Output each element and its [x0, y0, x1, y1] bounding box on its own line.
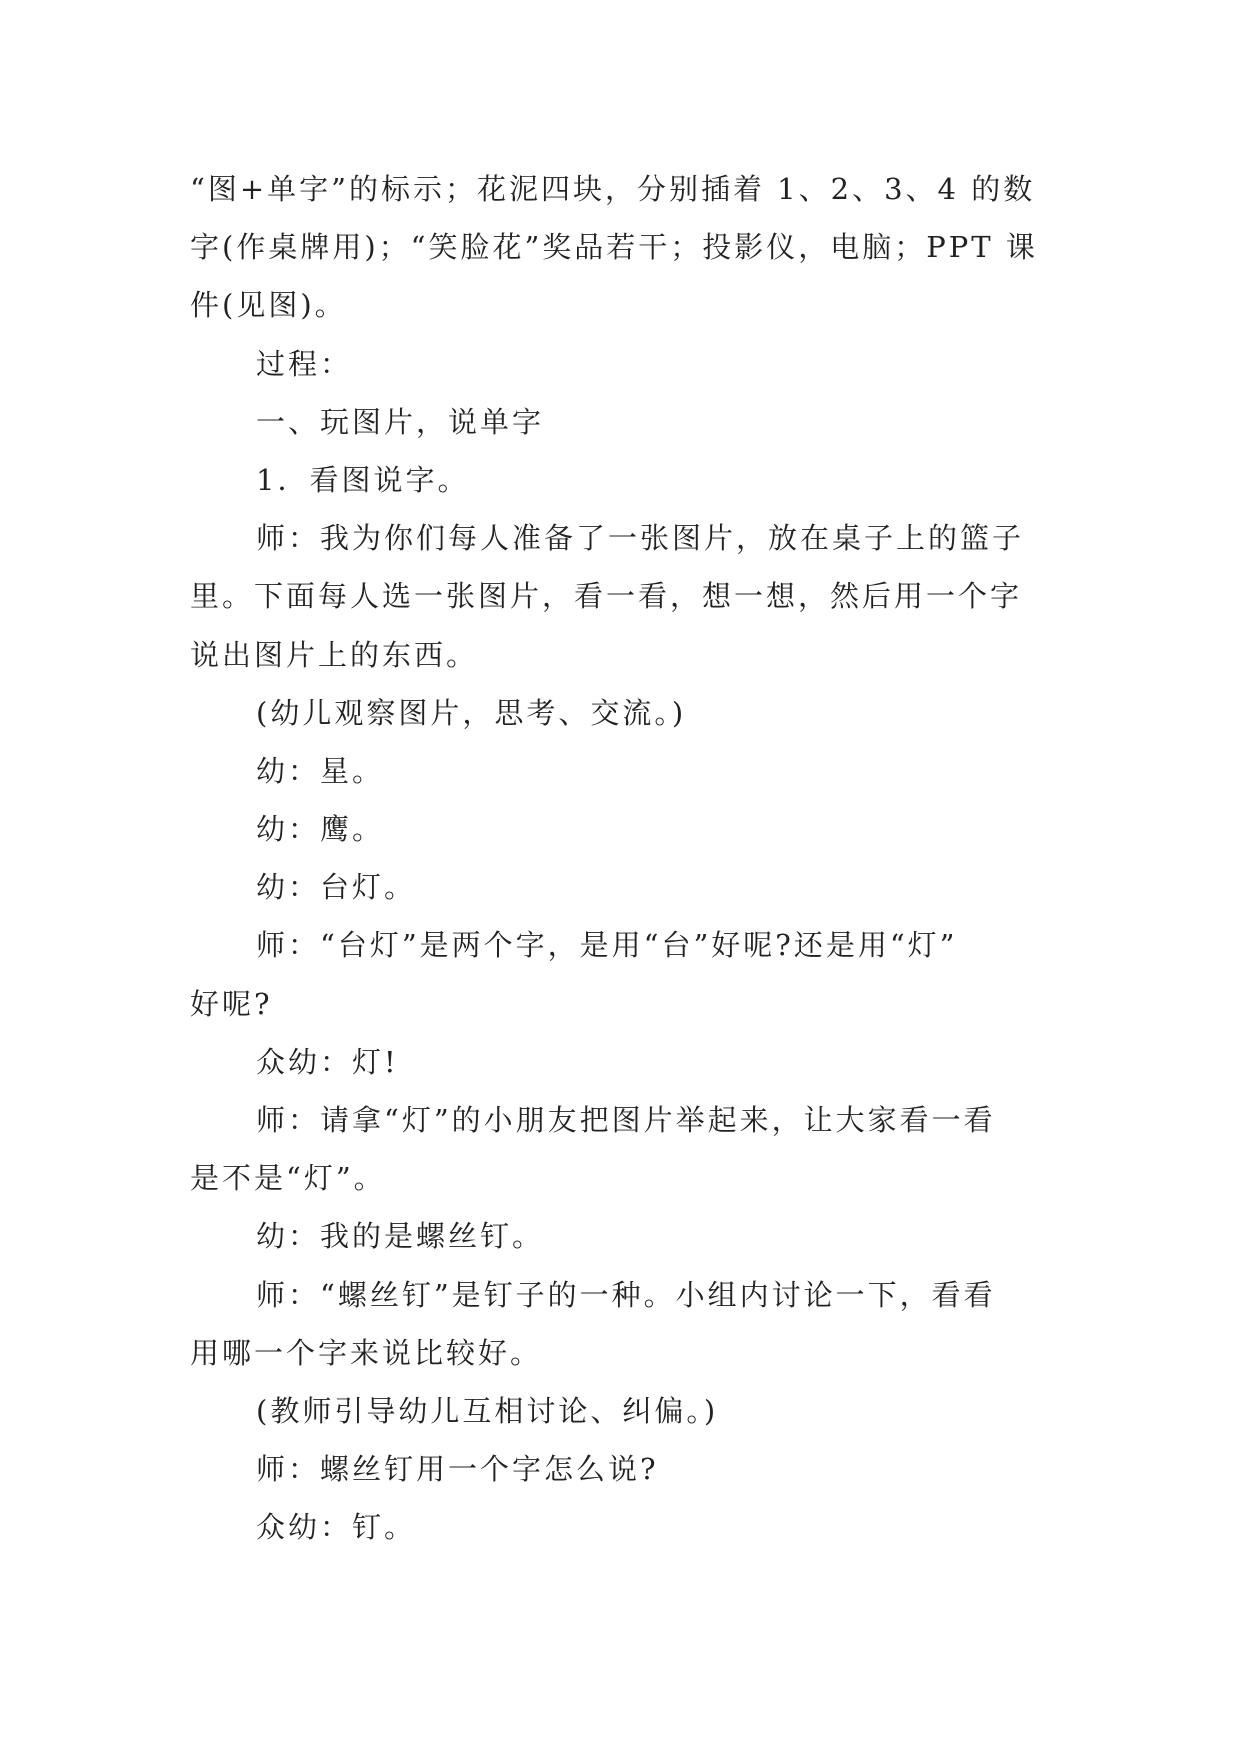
text-line: “图+单字”的标示；花泥四块，分别插着 1、2、3、4 的数: [190, 172, 1036, 206]
text-line: 好呢?: [190, 986, 273, 1021]
text-line: 师：“台灯”是两个字，是用“台”好呢?还是用“灯”: [256, 928, 958, 963]
text-line: 里。下面每人选一张图片，看一看，想一想，然后用一个字: [190, 579, 1023, 614]
text-line: 众幼：钉。: [256, 1510, 417, 1545]
text-line: 幼：星。: [256, 753, 385, 788]
text-line: 1．看图说字。: [256, 462, 470, 497]
text-line: 用哪一个字来说比较好。: [190, 1335, 543, 1370]
text-line: 师：“螺丝钉”是钉子的一种。小组内讨论一下，看看: [256, 1277, 996, 1312]
text-line: 是不是“灯”。: [190, 1161, 386, 1196]
text-line: 师：请拿“灯”的小朋友把图片举起来，让大家看一看: [256, 1103, 996, 1137]
text-line: 众幼：灯!: [256, 1044, 399, 1079]
text-line: 师：螺丝钉用一个字怎么说?: [256, 1452, 659, 1487]
text-line: 说出图片上的东西。: [190, 637, 479, 672]
document-body: [190, 160, 1060, 1557]
text-line: 件(见图)。: [190, 288, 347, 323]
text-line: 字(作桌牌用)；“笑脸花”奖品若干；投影仪，电脑；PPT 课: [190, 230, 1038, 265]
text-line: (幼儿观察图片，思考、交流。): [256, 695, 687, 730]
text-line: 幼：我的是螺丝钉。: [256, 1219, 545, 1254]
text-line: 幼：鹰。: [256, 812, 385, 847]
text-line: (教师引导幼儿互相讨论、纠偏。): [256, 1393, 719, 1428]
text-line: 师：我为你们每人准备了一张图片，放在桌子上的篮子: [256, 521, 1025, 556]
text-line: 一、玩图片，说单字: [256, 404, 545, 439]
text-line: 幼：台灯。: [256, 870, 417, 905]
text-line: 过程：: [256, 346, 353, 381]
